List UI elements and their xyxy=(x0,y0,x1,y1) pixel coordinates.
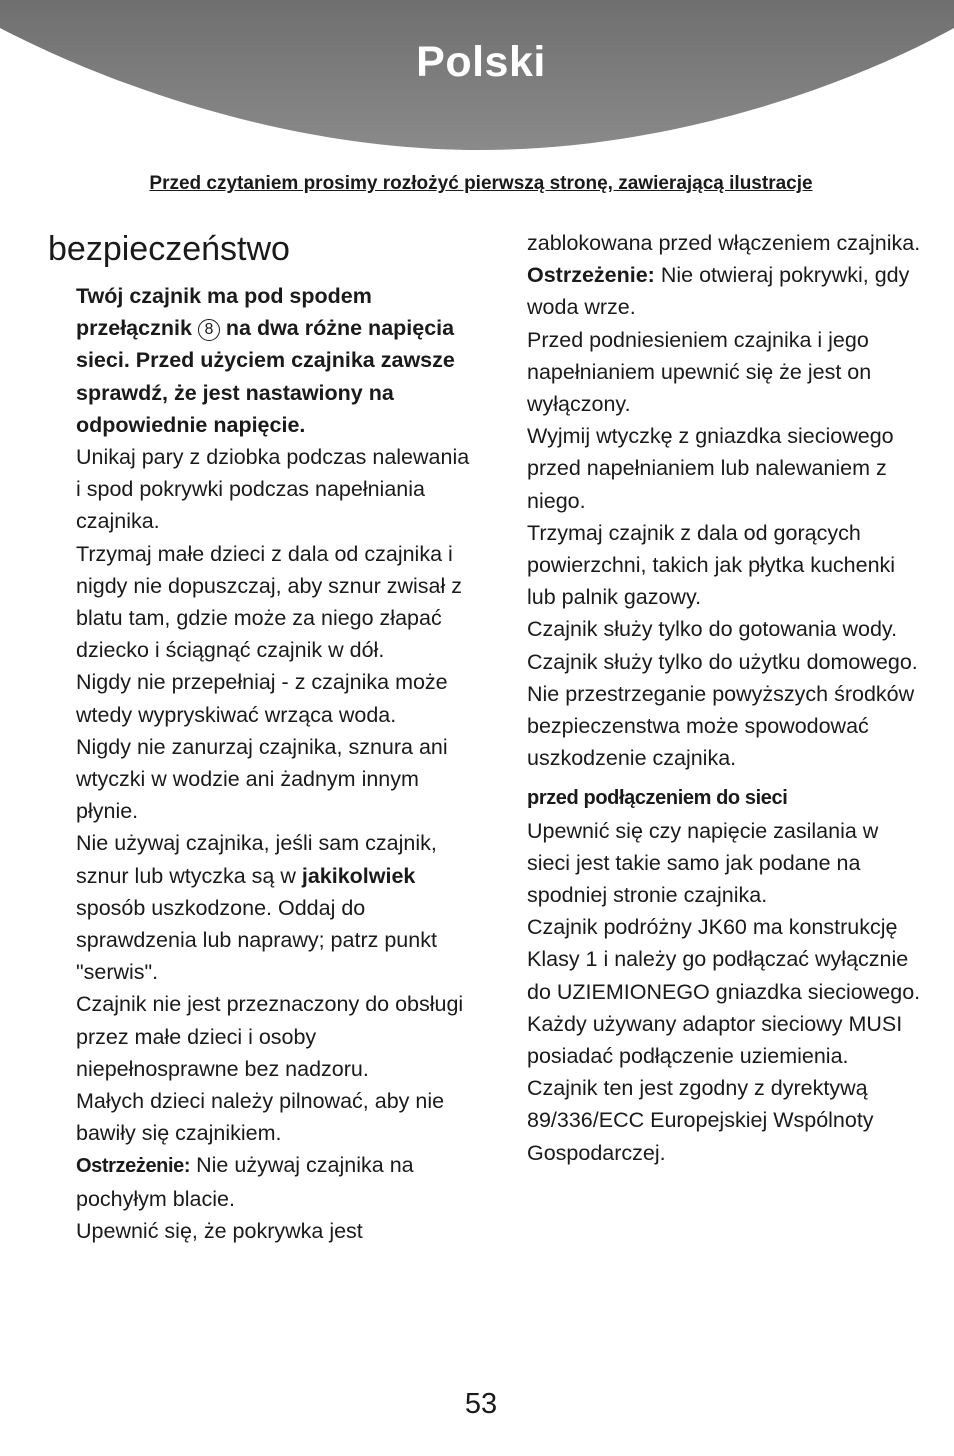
page-number: 53 xyxy=(464,1388,498,1420)
immerse-paragraph: Nigdy nie zanurzaj czajnika, sznura ani wtyczki w wodzie ani żadnym innym płynie. xyxy=(76,734,448,824)
switch-off-paragraph: Przed podniesieniem czajnika i jego napełnianiem upewnić się że jest on wyłączony. xyxy=(527,327,872,417)
subheading-before-plugging-in: przed podłączeniem do sieci xyxy=(527,787,788,810)
slope-warning-text: Nie używaj czajnika na pochyłym blacie. xyxy=(76,1153,414,1211)
misuse-paragraph: Nie przestrzeganie powyższych środków bezpieczenstwa może spowodować uszkodzenie czajnika. xyxy=(527,681,915,771)
play-paragraph: Małych dzieci należy pilnować, aby nie bawiły się czajnikiem. xyxy=(76,1089,445,1146)
class1-paragraph: Czajnik podróżny JK60 ma konstrukcję Klasy 1 i należy go podłączać wyłącznie do UZIEMIONEGO gniazdka sieciowego. Każdy używany adaptor sieciowy MUSI posiadać podłączenie uziemienia. xyxy=(527,915,921,1069)
voltage-intro-text-continued: na dwa różne napięcia sieci. Przed użyciem czajnika zawsze sprawdź, że jest nastawiony na odpowiednie napięcie. xyxy=(76,316,455,437)
section-heading-safety: bezpieczeństwo xyxy=(48,230,290,268)
directive-paragraph: Czajnik ten jest zgodny z dyrektywą 89/336/ECC Europejskiej Wspólnoty Gospodarczej. xyxy=(527,1076,874,1165)
warning-label: Ostrzeżenie: xyxy=(527,263,655,288)
lid-paragraph-end: zablokowana przed włączeniem czajnika. xyxy=(527,231,921,255)
water-only-paragraph: Czajnik służy tylko do gotowania wody. xyxy=(527,617,898,642)
lid-open-warning-text: Nie otwieraj pokrywki, gdy woda wrze. xyxy=(527,263,910,320)
voltage-check-paragraph: Upewnić się czy napięcie zasilania w sieci jest takie samo jak podane na spodniej stronie czajnika. xyxy=(527,818,879,908)
voltage-intro-text: Twój czajnik ma pod spodem przełącznik xyxy=(76,284,372,341)
lid-open-warning-paragraph xyxy=(527,259,927,323)
steam-paragraph: Unikaj pary z dziobka podczas nalewania i spod pokrywki podczas napełniania czajnika. xyxy=(76,445,470,534)
fold-out-instruction: Przed czytaniem prosimy rozłożyć pierwszą stronę, zawierającą ilustracje xyxy=(149,173,813,194)
voltage-switch-warning xyxy=(76,280,476,441)
domestic-use-paragraph: Czajnik służy tylko do użytku domowego. xyxy=(527,649,918,674)
damaged-paragraph xyxy=(76,827,476,988)
page-title: Polski xyxy=(416,38,546,86)
right-column xyxy=(527,227,927,1169)
supervision-paragraph: Czajnik nie jest przeznaczony do obsługi przez małe dzieci i osoby niepełnosprawne bez nadzoru. xyxy=(76,992,464,1081)
unplug-paragraph: Wyjmij wtyczkę z gniazdka sieciowego przed napełnianiem lub nalewaniem z niego. xyxy=(527,424,894,513)
children-paragraph: Trzymaj małe dzieci z dala od czajnika i nigdy nie dopuszczaj, aby sznur zwisał z blatu tam, gdzie może za niego złapać dziecko i ściągnąć czajnik w dół. xyxy=(76,541,462,663)
hot-surface-paragraph: Trzymaj czajnik z dala od gorących powierzchni, takich jak płytka kuchenki lub palnik gazowy. xyxy=(527,520,896,610)
damaged-emphasis: jakikolwiek xyxy=(301,863,416,888)
slope-warning-paragraph xyxy=(76,1149,476,1214)
switch-reference-number: 8 xyxy=(198,319,220,341)
damaged-text-continued: sposób uszkodzone. Oddaj do sprawdzenia lub naprawy; patrz punkt "serwis". xyxy=(76,895,437,985)
left-column xyxy=(76,280,476,1247)
overfill-paragraph: Nigdy nie przepełniaj - z czajnika może wtedy wypryskiwać wrząca woda. xyxy=(76,670,448,727)
damaged-text: Nie używaj czajnika, jeśli sam czajnik, sznur lub wtyczka są w xyxy=(76,831,437,888)
warning-label: Ostrzeżenie: xyxy=(76,1155,191,1178)
lid-paragraph-start: Upewnić się, że pokrywka jest xyxy=(76,1218,363,1243)
